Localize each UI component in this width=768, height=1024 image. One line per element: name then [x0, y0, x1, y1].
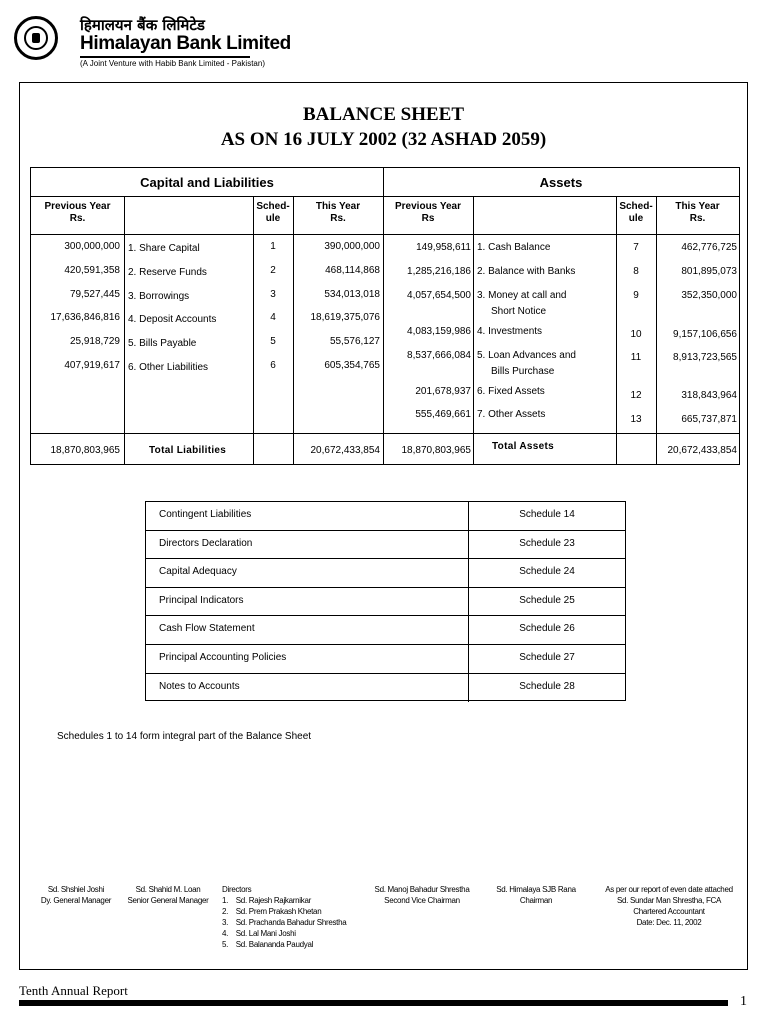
signature-gm: Sd. Shshiel Joshi Dy. General Manager	[40, 885, 112, 905]
schedule-value: Schedule 28	[519, 680, 575, 692]
liability-label: 3. Borrowings	[128, 291, 190, 302]
col-header-schedule: Sched- ule	[256, 201, 290, 224]
asset-label-cont: Bills Purchase	[491, 366, 555, 377]
liability-schedule: 5	[270, 336, 276, 347]
schedule-note: Schedules 1 to 14 form integral part of the Balance Sheet	[57, 731, 312, 742]
col-header-this-year-assets: This Year Rs.	[675, 201, 720, 224]
asset-prev: 555,469,661	[415, 409, 471, 420]
schedule-row	[146, 616, 625, 645]
column-header-divider	[31, 234, 739, 235]
bank-logo-emblem	[32, 33, 40, 43]
schedule-value: Schedule 25	[519, 594, 575, 606]
asset-label: 1. Cash Balance	[477, 242, 551, 253]
schedule-label: Notes to Accounts	[159, 680, 240, 692]
liability-label: 4. Deposit Accounts	[128, 314, 217, 325]
liability-prev: 17,636,846,816	[50, 312, 120, 323]
director-name: 2. Sd. Prem Prakash Khetan	[222, 907, 322, 916]
asset-prev: 4,057,654,500	[407, 290, 471, 301]
director-name: 5. Sd. Balananda Paudyal	[222, 940, 314, 949]
schedule-row	[146, 559, 625, 588]
director-name: 4. Sd. Lal Mani Joshi	[222, 929, 296, 938]
total-divider	[31, 433, 739, 434]
liability-this: 605,354,765	[324, 360, 380, 371]
asset-prev: 1,285,216,186	[407, 266, 471, 277]
asset-this: 352,350,000	[681, 290, 737, 301]
signature-sgm: Sd. Shahid M. Loan Senior General Manager	[127, 885, 209, 905]
col-header-prev-year-assets: Previous Year Rs	[395, 201, 461, 224]
liability-schedule: 6	[270, 360, 276, 371]
schedule-row	[146, 674, 625, 703]
header-divider	[31, 196, 739, 197]
liabilities-header: Capital and Liabilities	[140, 175, 274, 190]
asset-schedule: 9	[633, 290, 639, 301]
liability-this: 390,000,000	[324, 241, 380, 252]
asset-this: 801,895,073	[681, 266, 737, 277]
page-number: 1	[740, 994, 747, 1009]
liability-prev: 79,527,445	[69, 289, 120, 300]
total-assets-label: Total Assets	[492, 441, 554, 452]
asset-this: 318,843,964	[681, 390, 737, 401]
total-liabilities-prev: 18,870,803,965	[50, 445, 120, 456]
asset-label-cont: Short Notice	[491, 306, 547, 317]
schedule-row	[146, 645, 625, 674]
liability-label: 1. Share Capital	[128, 243, 200, 254]
liability-prev: 420,591,358	[64, 265, 120, 276]
liability-schedule: 1	[270, 241, 276, 252]
asset-schedule: 8	[633, 266, 639, 277]
assets-header: Assets	[539, 175, 583, 190]
director-name: 3. Sd. Prachanda Bahadur Shrestha	[222, 918, 347, 927]
balance-sheet-table	[30, 167, 740, 465]
total-liabilities-label: Total Liabilities	[149, 445, 227, 456]
liability-schedule: 4	[270, 312, 276, 323]
schedule-label: Contingent Liabilities	[159, 509, 252, 520]
liability-prev: 407,919,617	[64, 360, 120, 371]
asset-label: 7. Other Assets	[477, 409, 546, 420]
schedule-value: Schedule 24	[519, 566, 575, 578]
total-assets-this: 20,672,433,854	[667, 445, 737, 456]
col-header-this-year: This Year Rs.	[315, 201, 361, 224]
schedule-label: Principal Accounting Policies	[159, 652, 287, 663]
director-name: 1. Sd. Rajesh Rajkarnikar	[222, 896, 311, 905]
liability-label: 2. Reserve Funds	[128, 267, 207, 278]
liability-label: 5. Bills Payable	[128, 338, 197, 349]
liability-schedule: 3	[270, 289, 276, 300]
schedule-value: Schedule 14	[519, 509, 575, 520]
schedule-row	[146, 531, 625, 560]
signature-auditor: As per our report of even date attached Sd. Sundar Man Shrestha, FCA Chartered Accountant Date: Dec. 11, 2002	[605, 885, 733, 927]
schedule-table	[145, 501, 626, 701]
asset-this: 462,776,725	[681, 242, 737, 253]
bank-subtitle: (A Joint Venture with Habib Bank Limited - Pakistan)	[80, 59, 265, 68]
asset-schedule: 12	[630, 390, 642, 401]
total-liabilities-this: 20,672,433,854	[310, 445, 380, 456]
col-divider	[473, 196, 474, 464]
asset-prev: 8,537,666,084	[407, 350, 471, 361]
schedule-label: Directors Declaration	[159, 537, 253, 549]
asset-label: 3. Money at call and	[477, 290, 567, 301]
bank-name: Himalayan Bank Limited	[80, 33, 291, 54]
bank-name-hindi: हिमालयन बैंक लिमिटेड	[80, 16, 205, 34]
liability-prev: 25,918,729	[69, 336, 120, 347]
asset-prev: 149,958,611	[416, 242, 471, 253]
asset-label: 5. Loan Advances and	[477, 350, 576, 361]
schedule-label: Principal Indicators	[159, 594, 244, 606]
asset-this: 665,737,871	[681, 414, 737, 425]
asset-label: 4. Investments	[477, 326, 543, 337]
page-title: BALANCE SHEET	[302, 104, 465, 125]
col-header-prev-year: Previous Year Rs.	[44, 201, 111, 224]
col-divider	[124, 196, 125, 464]
page-subtitle: AS ON 16 JULY 2002 (32 ASHAD 2059)	[220, 129, 547, 150]
asset-prev: 201,678,937	[415, 386, 471, 397]
col-divider	[253, 196, 254, 464]
liability-this: 55,576,127	[329, 336, 380, 347]
footer-rule	[19, 1000, 728, 1006]
asset-prev: 4,083,159,986	[407, 326, 471, 337]
schedule-value: Schedule 27	[519, 652, 575, 663]
schedule-label: Capital Adequacy	[159, 566, 237, 578]
asset-schedule: 11	[630, 352, 642, 363]
schedule-label: Cash Flow Statement	[159, 623, 255, 635]
liability-this: 18,619,375,076	[310, 312, 380, 323]
liability-label: 6. Other Liabilities	[128, 362, 209, 373]
signature-directors: Directors 1. Sd. Rajesh Rajkarnikar 2. Sd. Prem Prakash Khetan 3. Sd. Prachanda Bahadur Shrestha 4. Sd. Lal Mani Joshi 5. Sd. Balananda Paudyal	[222, 884, 362, 950]
total-assets-prev: 18,870,803,965	[401, 445, 471, 456]
liability-this: 534,013,018	[324, 289, 380, 300]
schedule-row	[146, 588, 625, 617]
liability-schedule: 2	[270, 265, 276, 276]
signature-chairman: Sd. Himalaya SJB Rana Chairman	[496, 885, 576, 905]
schedule-row	[146, 502, 625, 531]
schedule-value: Schedule 26	[519, 623, 575, 635]
asset-schedule: 10	[630, 329, 642, 340]
asset-this: 9,157,106,656	[673, 329, 737, 340]
asset-schedule: 13	[630, 414, 642, 425]
signature-second-vice-chairman: Sd. Manoj Bahadur Shrestha Second Vice Chairman	[374, 885, 470, 905]
col-header-schedule-assets: Sched- ule	[619, 201, 653, 224]
asset-label: 6. Fixed Assets	[477, 386, 545, 397]
liability-prev: 300,000,000	[64, 241, 120, 252]
bank-name-underline	[80, 56, 250, 58]
asset-schedule: 7	[633, 242, 639, 253]
asset-label: 2. Balance with Banks	[477, 266, 576, 277]
asset-this: 8,913,723,565	[673, 352, 737, 363]
col-divider	[293, 196, 294, 464]
footer-report-title: Tenth Annual Report	[19, 983, 128, 998]
schedule-value: Schedule 23	[519, 537, 575, 549]
liability-this: 468,114,868	[325, 265, 380, 276]
